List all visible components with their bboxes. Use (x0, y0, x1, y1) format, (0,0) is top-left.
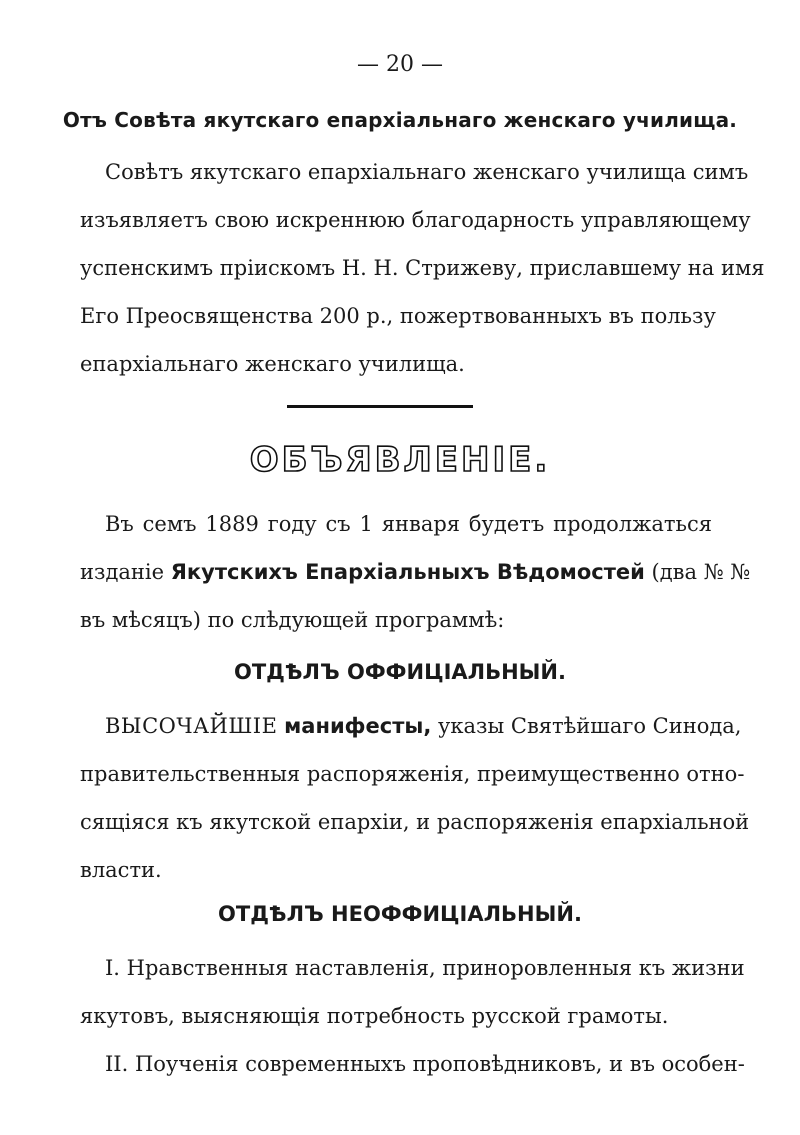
page-number: — 20 — (357, 52, 443, 77)
announcement-intro-line-2 (80, 558, 751, 586)
official-line-4: власти. (80, 858, 162, 882)
notice-line-2: изъявляетъ свою искреннюю благодарность управляющему (80, 208, 751, 232)
announcement-intro-line-3: въ мѣсяцъ) по слѣдующей программѣ: (80, 608, 505, 632)
official-section-heading: ОТДѢЛЪ ОФФИЦІАЛЬНЫЙ. (234, 660, 566, 684)
notice-line-4: Его Преосвященства 200 р., пожертвованныхъ въ пользу (80, 304, 716, 328)
intro-text-pre: изданіе (80, 560, 165, 584)
publication-name: Якутскихъ Епархіальныхъ Вѣдомостей (170, 560, 645, 584)
unofficial-line-3: II. Поученія современныхъ проповѣдниковъ, и въ особен- (105, 1052, 745, 1076)
official-line-2: правительственныя распоряженія, преимущественно отно- (80, 762, 745, 786)
official-line-1-rest: указы Святѣйшаго Синода, (438, 714, 742, 738)
notice-line-5: епархіальнаго женскаго училища. (80, 352, 465, 376)
notice-line-3: успенскимъ пріискомъ Н. Н. Стрижеву, приславшему на имя (80, 256, 765, 280)
notice-heading: Отъ Совѣта якутскаго епархіальнаго женскаго училища. (62, 108, 738, 132)
notice-line-1: Совѣтъ якутскаго епархіальнаго женскаго училища симъ (105, 160, 749, 184)
unofficial-line-2: якутовъ, выясняющія потребность русской грамоты. (80, 1004, 669, 1028)
announcement-title: ОБЪЯВЛЕНІЕ. (249, 440, 551, 480)
announcement-intro-line-1: Въ семъ 1889 году съ 1 января будетъ продолжаться (105, 512, 712, 536)
unofficial-line-1: I. Нравственныя наставленія, приноровленныя къ жизни (105, 956, 745, 980)
official-bold-word: манифесты, (284, 714, 432, 738)
official-caps-word: ВЫСОЧАЙШІЕ (105, 714, 278, 738)
unofficial-section-heading: ОТДѢЛЪ НЕОФФИЦІАЛЬНЫЙ. (218, 902, 582, 926)
section-divider (287, 405, 473, 408)
official-line-1 (105, 712, 742, 740)
official-line-3: сящіяся къ якутской епархіи, и распоряженія епархіальной (80, 810, 750, 834)
intro-text-post: (два № № (651, 560, 751, 584)
